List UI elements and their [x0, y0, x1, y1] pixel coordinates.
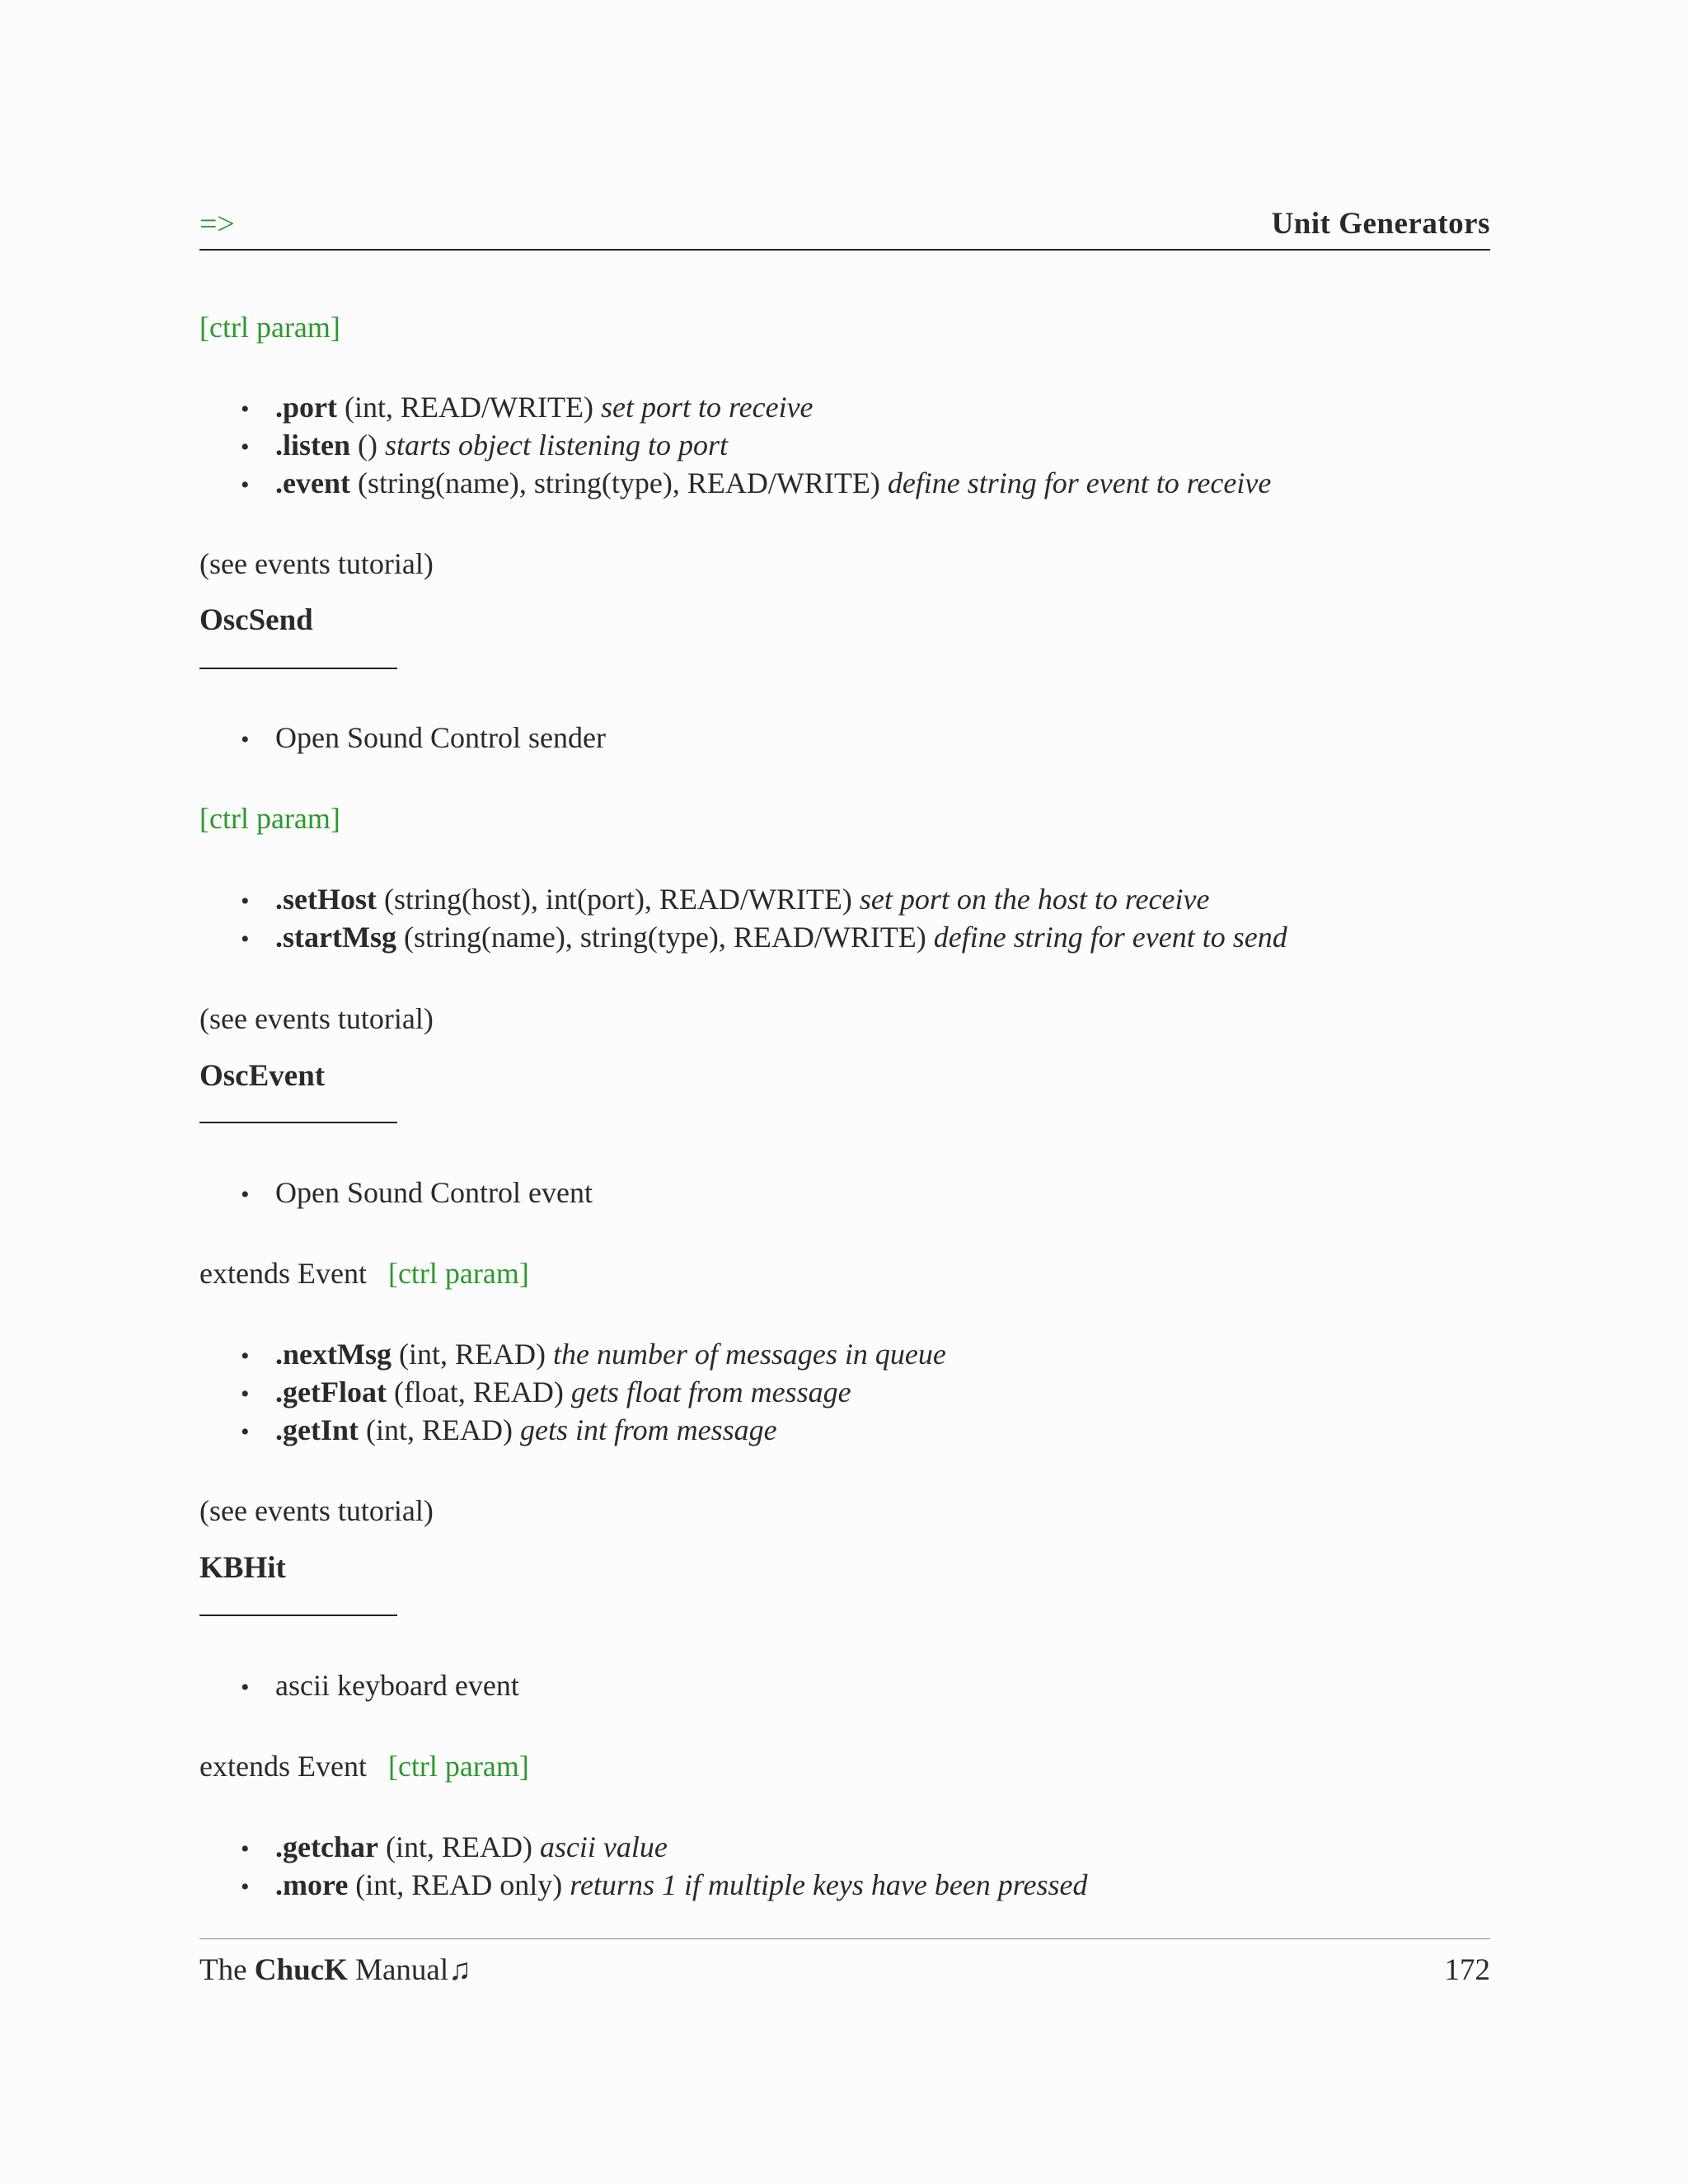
- param-args: (float, READ): [386, 1376, 571, 1408]
- param-name: .port: [275, 391, 337, 424]
- header-title: Unit Generators: [1271, 207, 1490, 241]
- bullet-dot: •: [241, 726, 250, 753]
- section-rule: [199, 668, 397, 669]
- footer-brand: ChucK: [254, 1953, 348, 1987]
- param-item: [241, 1868, 1087, 1902]
- ctrl-param-label: [ctrl param]: [199, 802, 340, 835]
- param-args: (int, READ): [391, 1338, 553, 1371]
- bullet-dot: •: [241, 1873, 250, 1900]
- section-rule: [199, 1615, 397, 1616]
- param-name: .event: [275, 466, 350, 499]
- param-args: (int, READ/WRITE): [337, 391, 601, 424]
- param-item: [241, 1413, 777, 1447]
- param-item: [241, 1830, 668, 1864]
- param-name: .listen: [275, 429, 351, 462]
- param-item: [241, 428, 728, 462]
- bullet-dot: •: [241, 1674, 250, 1701]
- section-rule: [199, 1122, 397, 1123]
- footer-suffix: Manual♫: [347, 1953, 471, 1987]
- bullet-dot: •: [241, 1181, 250, 1208]
- section-title-oscsend: OscSend: [199, 603, 313, 637]
- param-args: (): [350, 429, 385, 462]
- see-events-note: (see events tutorial): [199, 547, 434, 580]
- param-desc: starts object listening to port: [385, 429, 729, 462]
- param-name: .more: [275, 1868, 349, 1901]
- param-desc: define string for event to send: [933, 921, 1287, 954]
- param-desc: set port to receive: [600, 391, 814, 424]
- param-desc: set port on the host to receive: [859, 883, 1210, 916]
- extends-line: [199, 1749, 529, 1783]
- param-desc: ascii value: [539, 1830, 668, 1863]
- param-desc: gets float from message: [570, 1376, 851, 1408]
- param-item: [241, 920, 1287, 954]
- extends-text: extends Event: [199, 1257, 367, 1290]
- section-title-oscevent: OscEvent: [199, 1059, 326, 1093]
- bullet-dot: •: [241, 1380, 250, 1408]
- param-desc: gets int from message: [519, 1413, 777, 1446]
- ctrl-param-label: [ctrl param]: [387, 1750, 529, 1783]
- bullet-dot: •: [241, 888, 250, 915]
- param-name: .getFloat: [275, 1376, 387, 1408]
- extends-text: extends Event: [199, 1750, 367, 1783]
- bullet-dot: •: [241, 926, 250, 953]
- bullet-dot: •: [241, 471, 250, 499]
- bullet-dot: •: [241, 396, 250, 423]
- bullet-dot: •: [241, 1343, 250, 1370]
- footer-manual-title: [199, 1952, 471, 1988]
- param-args: (int, READ): [359, 1413, 520, 1446]
- page-header: [199, 206, 1490, 251]
- param-name: .startMsg: [275, 921, 396, 954]
- param-item: [241, 1337, 946, 1371]
- footer-prefix: The: [199, 1953, 255, 1987]
- description-text: ascii keyboard event: [275, 1669, 519, 1702]
- bullet-dot: •: [241, 434, 250, 461]
- param-item: [241, 1375, 851, 1409]
- param-args: (string(name), string(type), READ/WRITE): [349, 466, 888, 499]
- see-events-note: (see events tutorial): [199, 1002, 434, 1035]
- description-item: [241, 1668, 519, 1703]
- description-text: Open Sound Control event: [275, 1176, 593, 1209]
- bullet-dot: •: [241, 1835, 250, 1863]
- description-text: Open Sound Control sender: [275, 721, 606, 754]
- param-name: .nextMsg: [275, 1338, 392, 1371]
- manual-page: [199, 0, 1490, 2184]
- param-desc: the number of messages in queue: [552, 1338, 946, 1371]
- param-item: [241, 466, 1271, 500]
- param-args: (int, READ only): [348, 1868, 570, 1901]
- description-item: [241, 720, 606, 755]
- extends-line: [199, 1256, 529, 1291]
- param-args: (int, READ): [377, 1830, 540, 1863]
- param-desc: define string for event to receive: [887, 466, 1272, 499]
- param-name: .setHost: [275, 883, 377, 916]
- section-title-kbhit: KBHit: [199, 1551, 286, 1585]
- bullet-dot: •: [241, 1418, 250, 1446]
- param-item: [241, 882, 1209, 916]
- page-number: 172: [1444, 1953, 1490, 1987]
- param-name: .getchar: [275, 1830, 378, 1863]
- description-item: [241, 1175, 593, 1210]
- header-arrow: =>: [199, 207, 235, 241]
- param-item: [241, 390, 814, 424]
- param-args: (string(host), int(port), READ/WRITE): [376, 883, 860, 916]
- ctrl-param-label: [ctrl param]: [387, 1257, 529, 1290]
- see-events-note: (see events tutorial): [199, 1494, 434, 1527]
- ctrl-param-label: [ctrl param]: [199, 311, 340, 344]
- param-name: .getInt: [275, 1413, 359, 1446]
- param-desc: returns 1 if multiple keys have been pressed: [570, 1868, 1088, 1901]
- param-args: (string(name), string(type), READ/WRITE): [396, 921, 934, 954]
- page-footer: [199, 1938, 1490, 1997]
